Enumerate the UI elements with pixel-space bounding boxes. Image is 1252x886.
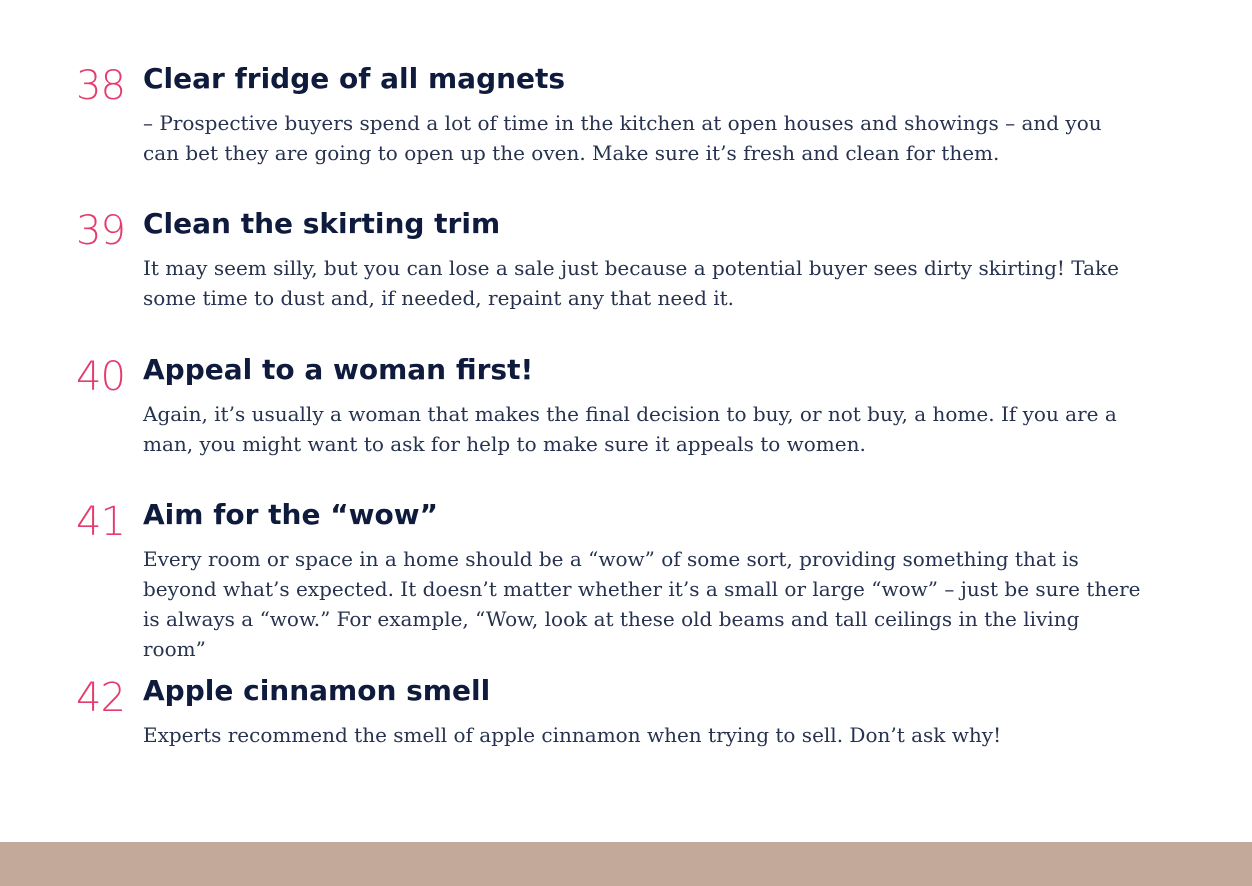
tip-title: Aim for the “wow” (143, 498, 438, 531)
tip-number: 39 (76, 208, 125, 254)
tip-title: Apple cinnamon smell (143, 674, 491, 707)
tip-body: Every room or space in a home should be a “wow” of some sort, providing something that is beyond what’s expected. It doesn’t matter whether it’s a small or large “wow” – just be sure there is always a “wow.” For example, “Wow, look at these old beams and tall ceilings in the living room” (143, 547, 1141, 661)
tip-body: Experts recommend the smell of apple cinnamon when trying to sell. Don’t ask why! (143, 723, 1002, 747)
tip-title: Clean the skirting trim (143, 207, 501, 240)
tip-body: Again, it’s usually a woman that makes the final decision to buy, or not buy, a home. If you are a man, you might want to ask for help to make sure it appeals to women. (143, 402, 1117, 456)
tip-title: Appeal to a woman first! (143, 353, 534, 386)
tip-number: 40 (76, 354, 125, 400)
tip-number: 42 (76, 675, 125, 721)
tip-number: 41 (76, 499, 125, 545)
tip-number: 38 (76, 63, 125, 109)
tip-title: Clear fridge of all magnets (143, 62, 566, 95)
tip-body: – Prospective buyers spend a lot of time in the kitchen at open houses and showings – and you can bet they are going to open up the oven. Make sure it’s fresh and clean for them. (143, 111, 1102, 165)
tip-body: It may seem silly, but you can lose a sale just because a potential buyer sees dirty skirting! Take some time to dust and, if needed, repaint any that need it. (143, 256, 1119, 310)
footer-band (0, 842, 1252, 886)
